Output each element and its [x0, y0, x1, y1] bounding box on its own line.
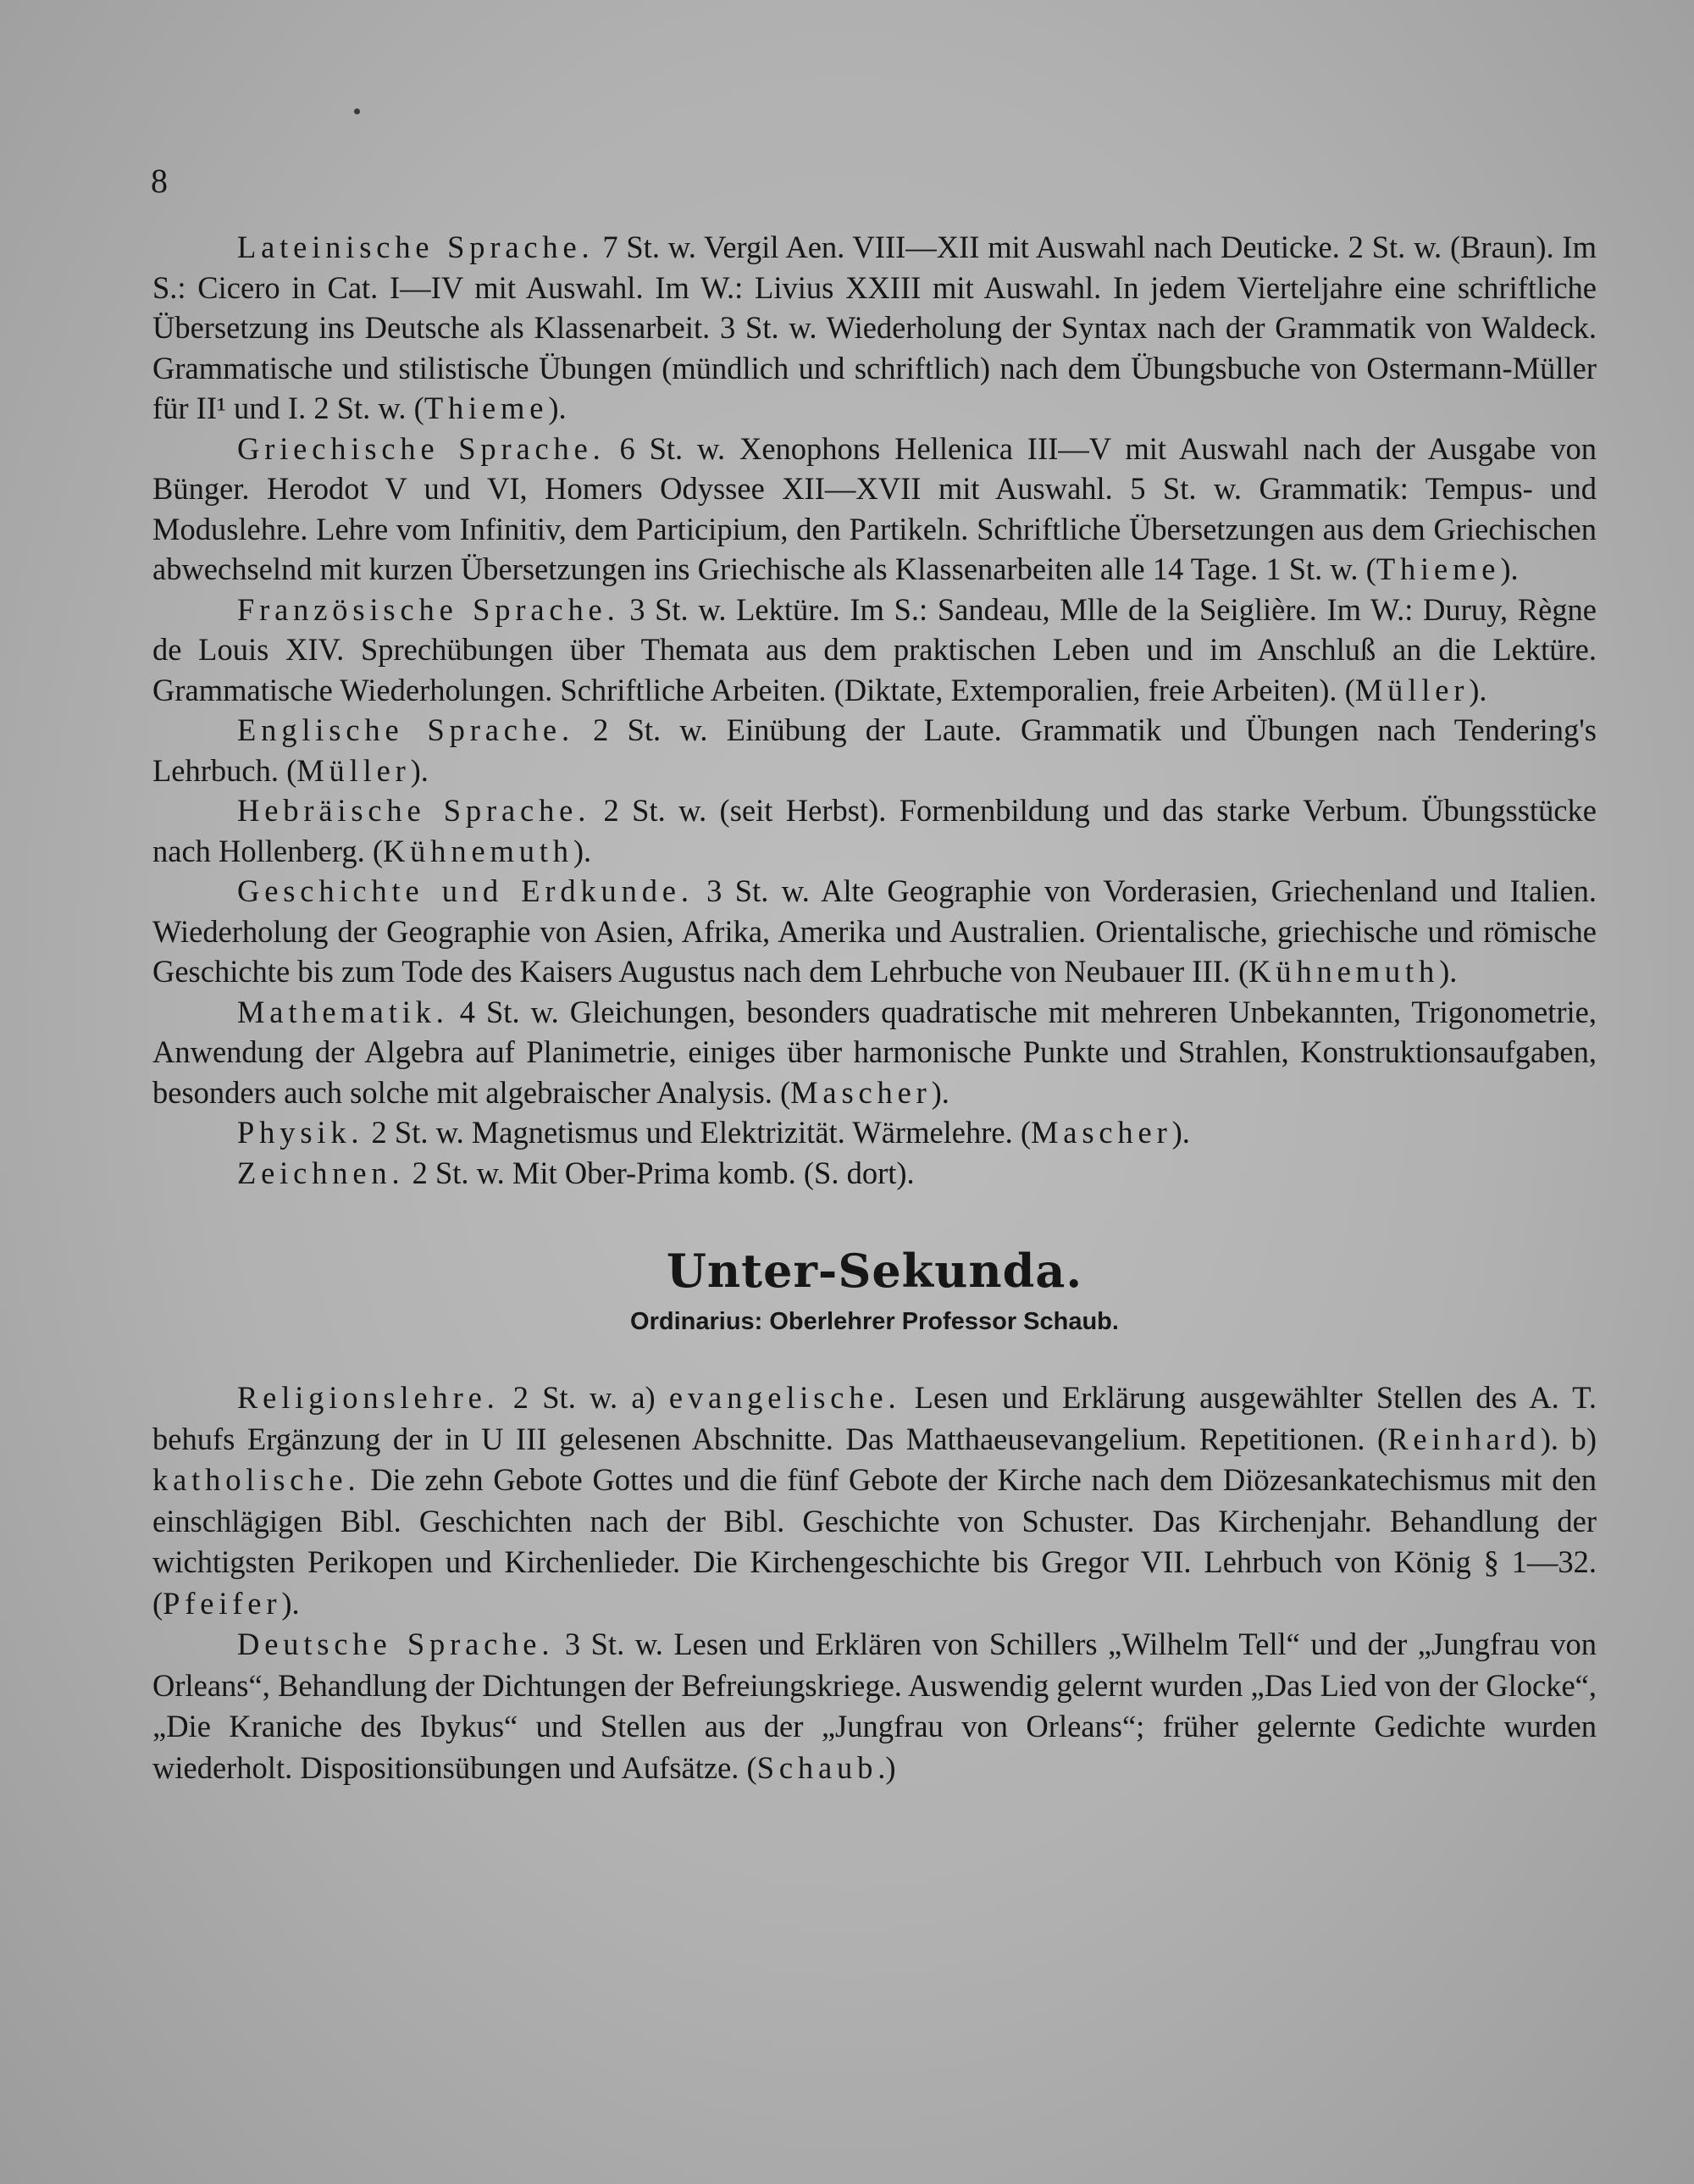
teacher-name: Thieme	[424, 391, 549, 425]
subject-text: 4 St. w. Gleichungen, besonders quadratische mit mehreren Unbekannten, Trigonometrie, Anwendung der Algebra auf Planimetrie, einiges über harmonische Punkte und Strahlen, Konstruktionsaufgaben, besonders auch solche mit algebraischer Analysis. (	[152, 994, 1597, 1110]
page-number: 8	[151, 162, 168, 200]
teacher-name: Pfeifer	[163, 1585, 282, 1621]
subject-tail: ).	[410, 752, 429, 788]
teacher-name: Schaub	[756, 1749, 878, 1785]
teacher-name: Kühnemuth	[382, 833, 573, 868]
teacher-name: Kühnemuth	[1248, 954, 1440, 989]
section-subheading: Ordinarius: Oberlehrer Professor Schaub.	[630, 1308, 1119, 1335]
subject-history-geography	[152, 871, 1597, 992]
subject-physics	[152, 1112, 1597, 1153]
text-body	[152, 227, 1597, 1788]
subject-hebrew	[152, 790, 1597, 871]
subject-title: Mathematik.	[237, 994, 449, 1029]
subject-title: Physik.	[237, 1115, 364, 1150]
unter-sekunda-section	[152, 1377, 1597, 1788]
subject-text: 3 St. w. Alte Geographie von Vorderasien, Griechenland und Italien. Wiederholung der Geographie von Asien, Afrika, Amerika und Australien. Orientalische, griechische und römische Geschichte bis zum Tode des Kaisers Augustus nach dem Lehrbuche von Neubauer III. (	[152, 873, 1597, 989]
subject-text: 3 St. w. Lesen und Erklären von Schillers „Wilhelm Tell“ und der „Jungfrau von Orleans“, Behandlung der Dichtungen der Befreiungskriege. Auswendig gelernt wurden „Das Lied von der Glocke“, „Die Kraniche des Ibykus“ und Stellen aus der „Jungfrau von Orleans“; früher gelernte Gedichte wurden wiederholt. Dispositionsübungen und Aufsätze. (	[152, 1627, 1597, 1785]
subject-text: 6 St. w. Xenophons Hellenica III—V mit Auswahl nach der Ausgabe von Bünger. Herodot V und VI, Homers Odyssee XII—XVII mit Auswahl. 5 St. w. Grammatik: Tempus- und Moduslehre. Lehre vom Infinitiv, dem Participium, den Partikeln. Schriftliche Übersetzungen aus dem Griechischen abwechselnd mit kurzen Übersetzungen ins Griechische als Klassenarbeiten alle 14 Tage. 1 St. w. (	[152, 430, 1597, 586]
subject-text: 2 St. w. (seit Herbst). Formenbildung und das starke Verbum. Übungsstücke nach Hollenberg. (	[152, 793, 1597, 868]
subject-tail: ).	[281, 1585, 300, 1621]
teacher-name: Thieme	[1376, 552, 1501, 586]
subject-text: 2 St. w. Einübung der Laute. Grammatik und Übungen nach Tendering's Lehrbuch. (	[152, 712, 1597, 788]
subject-tail: ).	[548, 391, 567, 425]
subject-tail: ).	[1439, 954, 1458, 989]
subject-tail: ).	[1469, 672, 1487, 707]
subject-tail: ).	[573, 833, 592, 868]
subject-title: Religionslehre.	[237, 1380, 500, 1415]
subject-text: ). b)	[1540, 1421, 1597, 1456]
subject-title: Geschichte und Erdkunde.	[237, 873, 694, 908]
section-heading: Unter-Sekunda.	[666, 1244, 1083, 1298]
denomination-label: katholische.	[152, 1462, 361, 1497]
teacher-name: Mascher	[790, 1074, 932, 1110]
subject-french	[152, 590, 1597, 711]
subject-text: 2 St. w. Magnetismus und Elektrizität. Wärmelehre. (	[363, 1115, 1032, 1150]
subject-german	[152, 1624, 1597, 1788]
subject-drawing	[152, 1153, 1597, 1194]
teacher-name: Reinhard	[1387, 1421, 1541, 1456]
subject-tail: ).	[1171, 1115, 1190, 1150]
denomination-label: evangelische.	[668, 1380, 901, 1415]
subject-text: 2 St. w. Mit Ober-Prima komb. (S. dort).	[404, 1155, 915, 1190]
subject-tail: .)	[877, 1749, 896, 1785]
subject-latin	[152, 227, 1597, 429]
subject-text: 7 St. w. Vergil Aen. VIII—XII mit Auswahl nach Deuticke. 2 St. w. (Braun). Im S.: Cicero in Cat. I—IV mit Auswahl. Im W.: Livius XXIII mit Auswahl. In jedem Vierteljahre eine schriftliche Übersetzung ins Deutsche als Klassenarbeit. 3 St. w. Wiederholung der Syntax nach der Grammatik von Waldeck. Grammatische und stilistische Übungen (mündlich und schriftlich) nach dem Übungsbuche von Ostermann-Müller für II¹ und I. 2 St. w. (	[152, 230, 1597, 425]
subject-text: Die zehn Gebote Gottes und die fünf Gebote der Kirche nach dem Diözesankatechismus mit den einschlägigen Bibl. Geschichten nach der Bibl. Geschichte von Schuster. Das Kirchenjahr. Behandlung der wichtigsten Perikopen und Kirchenlieder. Die Kirchengeschichte bis Gregor VII. Lehrbuch von König § 1—32. (	[152, 1462, 1597, 1621]
subject-tail: ).	[931, 1074, 949, 1110]
subject-mathematics	[152, 992, 1597, 1113]
subject-greek	[152, 429, 1597, 590]
subject-english	[152, 710, 1597, 790]
subject-religion	[152, 1377, 1597, 1624]
print-speck	[354, 108, 360, 114]
teacher-name: Müller	[296, 752, 411, 788]
subject-text: 3 St. w. Lektüre. Im S.: Sandeau, Mlle de la Seiglière. Im W.: Duruy, Règne de Louis XIV. Sprechübungen über Themata aus dem praktischen Leben und im Anschluß an die Lektüre. Grammatische Wiederholungen. Schriftliche Arbeiten. (Diktate, Extemporalien, freie Arbeiten). (	[152, 591, 1597, 707]
subject-title: Zeichnen.	[237, 1155, 405, 1190]
subject-title: Hebräische Sprache.	[237, 793, 591, 828]
subject-title: Französische Sprache.	[237, 591, 620, 627]
subject-title: Lateinische Sprache.	[237, 230, 595, 264]
teacher-name: Mascher	[1031, 1115, 1172, 1150]
subject-title: Deutsche Sprache.	[237, 1627, 555, 1661]
teacher-name: Müller	[1354, 672, 1470, 707]
subject-text: 2 St. w. a)	[499, 1380, 669, 1415]
subject-text: Lesen und Erklärung ausgewählter Stellen des A. T. behufs Ergänzung der in U III gelesenen Abschnitte. Das Matthaeusevangelium. Repetitionen. (	[152, 1380, 1597, 1456]
subject-tail: ).	[1500, 552, 1519, 586]
subject-title: Griechische Sprache.	[237, 430, 606, 466]
subject-title: Englische Sprache.	[237, 712, 574, 747]
